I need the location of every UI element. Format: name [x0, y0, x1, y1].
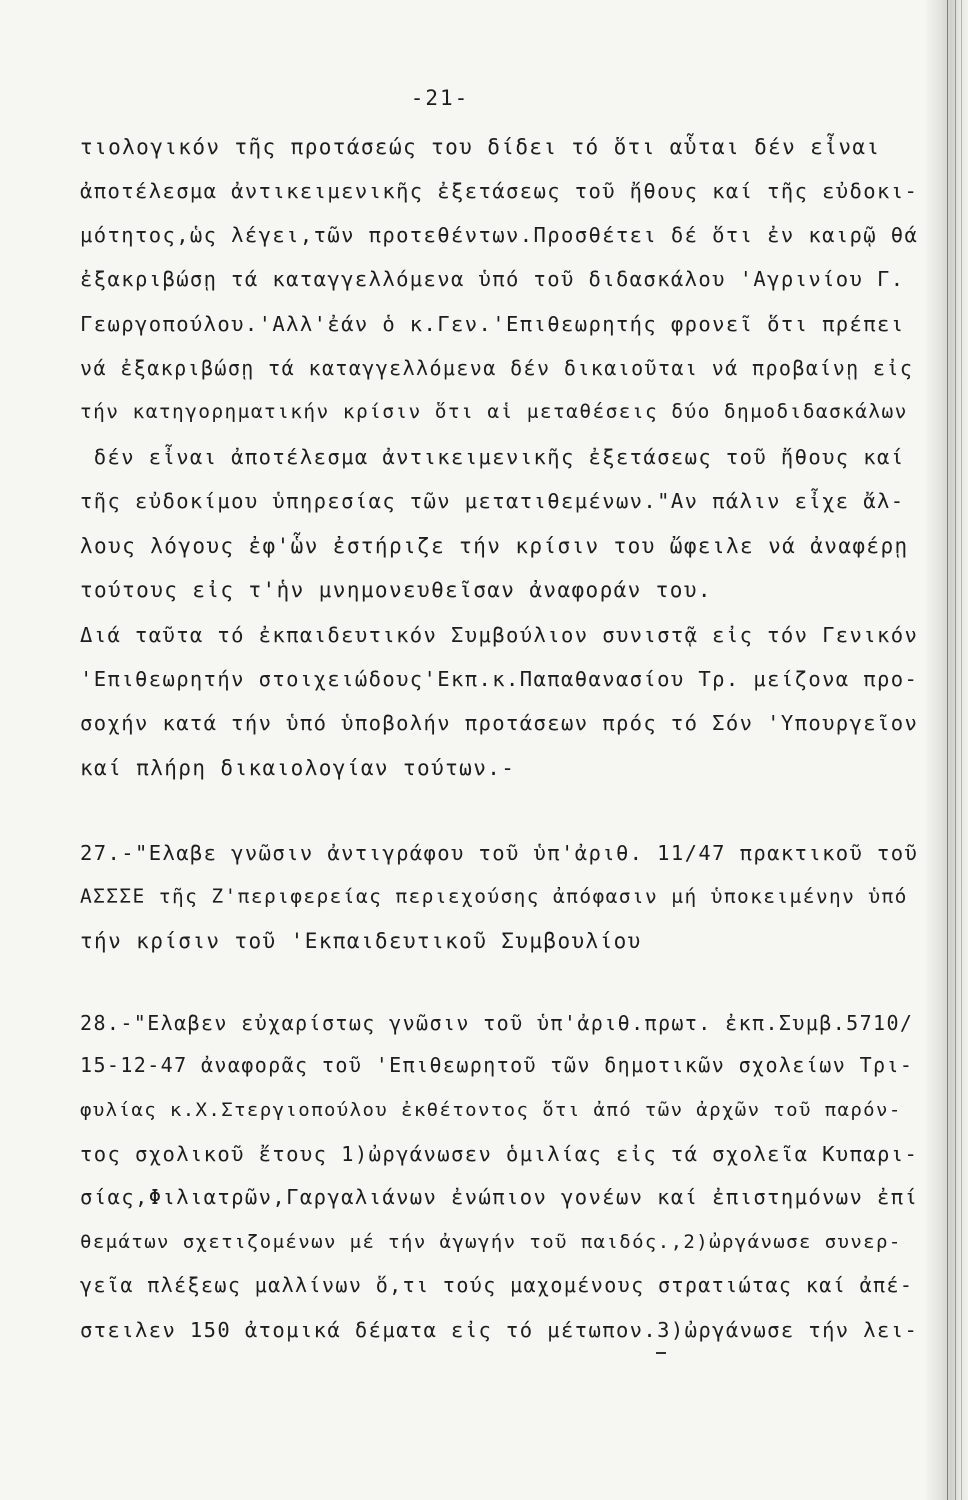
text-line: 28.-"Ελαβεν εὐχαρίστως γνῶσιν τοῦ ὑπ'ἀριθ.πρωτ. ἐκπ.Συμβ.5710/: [80, 1011, 914, 1035]
binding-line: [961, 0, 962, 1500]
text-line: φυλίας κ.Χ.Στεργιοπούλου ἐκθέτοντος ὅτι ἀπό τῶν ἀρχῶν τοῦ παρόν-: [80, 1099, 902, 1121]
binding-edge: [926, 0, 968, 1500]
text-line: δέν εἶναι ἀποτέλεσμα ἀντικειμενικῆς ἐξετάσεως τοῦ ἤθους καί: [80, 445, 905, 469]
text-line: θεμάτων σχετιζομένων μέ τήν ἀγωγήν τοῦ παιδός.,2)ὠργάνωσε συνερ-: [80, 1231, 902, 1253]
text-line: τήν κατηγορηματικήν κρίσιν ὅτι αἱ μεταθέσεις δύο δημοδιδασκάλων: [80, 400, 908, 423]
binding-line: [947, 0, 948, 1500]
text-line: ἀποτέλεσμα ἀντικειμενικῆς ἐξετάσεως τοῦ ἤθους καί τῆς εὐδοκι-: [80, 179, 919, 203]
text-line: Γεωργοπούλου.'Αλλ'ἐάν ὁ κ.Γεν.'Επιθεωρητής φρονεῖ ὅτι πρέπει: [80, 312, 905, 336]
text-line: τιολογικόν τῆς προτάσεώς του δίδει τό ὅτι αὗται δέν εἶναι: [80, 135, 881, 159]
text-line: ΑΣΣΣΕ τῆς Ζ'περιφερείας περιεχούσης ἀπόφασιν μή ὑποκειμένην ὑπό: [80, 885, 908, 908]
text-line: Διά ταῦτα τό ἐκπαιδευτικόν Συμβούλιον συνιστᾷ εἰς τόν Γενικόν: [80, 623, 919, 647]
text-line: τος σχολικοῦ ἔτους 1)ὠργάνωσεν ὁμιλίας εἰς τά σχολεῖα Κυπαρι-: [80, 1142, 919, 1166]
hand-mark: [656, 1352, 666, 1354]
page-number: -21-: [410, 86, 470, 110]
text-line: μότητος,ὡς λέγει,τῶν προτεθέντων.Προσθέτει δέ ὅτι ἐν καιρῷ θά: [80, 223, 919, 247]
text-line: νά ἐξακριβώσῃ τά καταγγελλόμενα δέν δικαιοῦται νά προβαίνῃ εἰς: [80, 356, 914, 380]
text-line: τούτους εἰς τ'ἡν μνημονευθεῖσαν ἀναφοράν του.: [80, 578, 712, 602]
text-line: γεῖα πλέξεως μαλλίνων ὅ,τι τούς μαχομένους στρατιώτας καί ἀπέ-: [80, 1273, 914, 1297]
text-line: σίας,Φιλιατρῶν,Γαργαλιάνων ἐνώπιον γονέων καί ἐπιστημόνων ἐπί: [80, 1185, 919, 1209]
text-line: σοχήν κατά τήν ὑπό ὑποβολήν προτάσεων πρός τό Σόν 'Υπουργεῖον: [80, 711, 919, 735]
text-line: 27.-"Ελαβε γνῶσιν ἀντιγράφου τοῦ ὑπ'ἀριθ. 11/47 πρακτικοῦ τοῦ: [80, 841, 919, 865]
text-line: τῆς εὐδοκίμου ὑπηρεσίας τῶν μετατιθεμένων."Αν πάλιν εἶχε ἄλ-: [80, 489, 905, 513]
binding-line: [955, 0, 956, 1500]
text-line: λους λόγους ἐφ'ὧν ἐστήριζε τήν κρίσιν του ὤφειλε νά ἀναφέρῃ: [80, 534, 909, 558]
text-line: τήν κρίσιν τοῦ 'Εκπαιδευτικοῦ Συμβουλίου: [80, 929, 642, 953]
text-line: καί πλήρη δικαιολογίαν τούτων.-: [80, 756, 516, 780]
text-line: ἐξακριβώσῃ τά καταγγελλόμενα ὑπό τοῦ διδασκάλου 'Αγρινίου Γ.: [80, 267, 905, 291]
text-line: 'Επιθεωρητήν στοιχειώδους'Εκπ.κ.Παπαθανασίου Τρ. μείζονα προ-: [80, 667, 919, 691]
text-line: 15-12-47 ἀναφορᾶς τοῦ 'Επιθεωρητοῦ τῶν δημοτικῶν σχολείων Τρι-: [80, 1053, 914, 1077]
text-line: στειλεν 150 ἀτομικά δέματα εἰς τό μέτωπον.3)ὠργάνωσε τήν λει-: [80, 1318, 919, 1342]
